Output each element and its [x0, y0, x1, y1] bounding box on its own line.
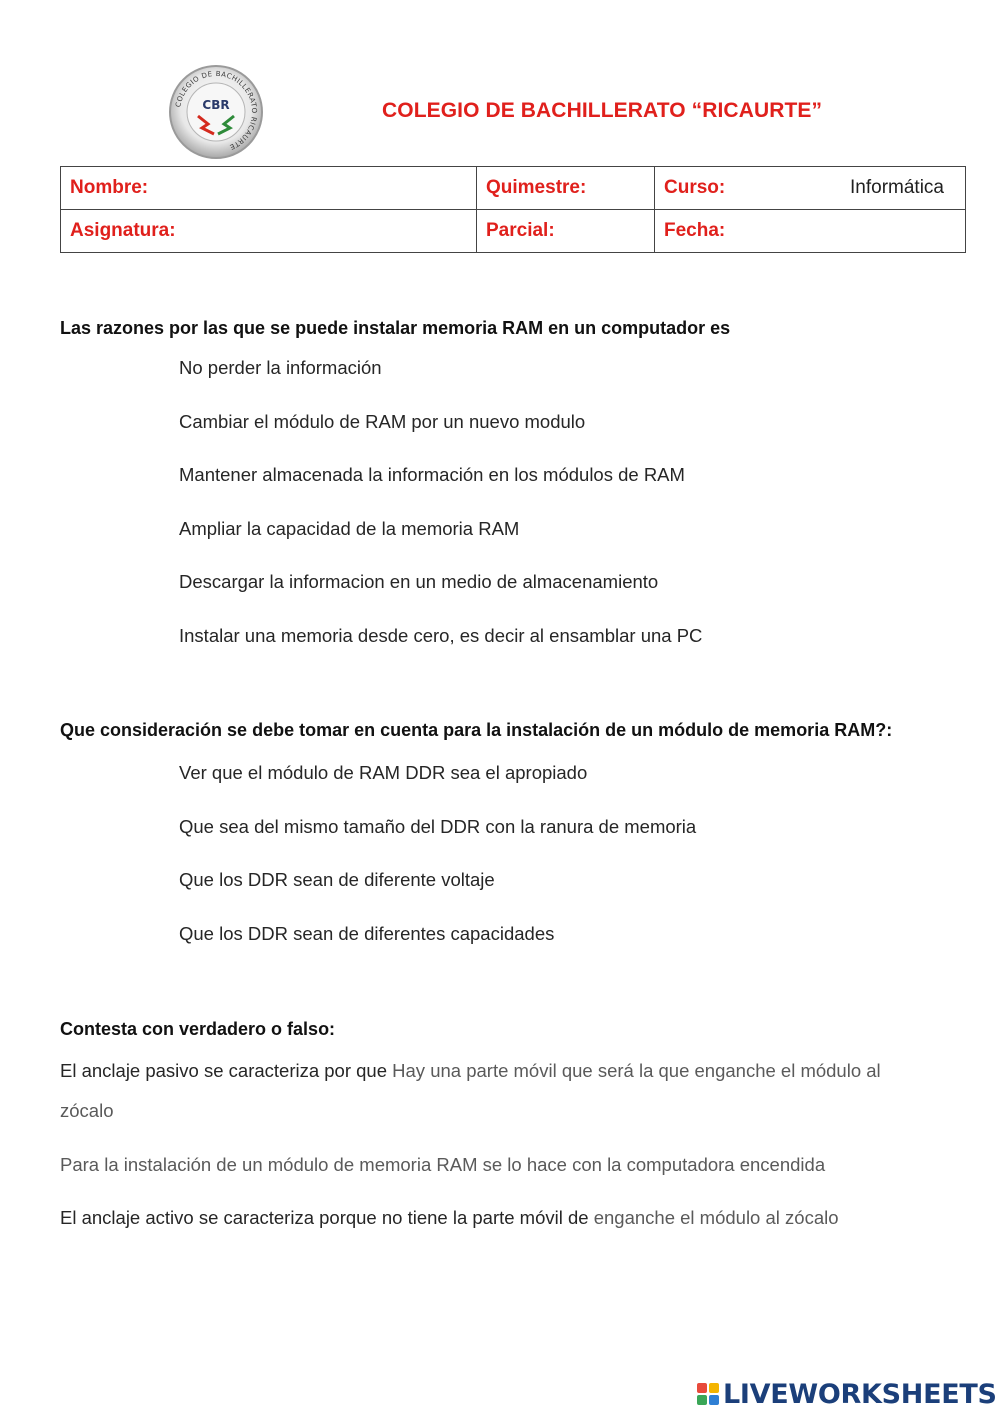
- statement-1-continuation: zócalo: [60, 1100, 114, 1121]
- question-3-prompt: Contesta con verdadero o falso:: [60, 1019, 336, 1039]
- brand-mark-square: [709, 1395, 719, 1405]
- table-row: [61, 167, 966, 210]
- question-1-option[interactable]: Ampliar la capacidad de la memoria RAM: [179, 518, 520, 539]
- statement-2[interactable]: Para la instalación de un módulo de memoria RAM se lo hace con la computadora encendida: [60, 1154, 826, 1175]
- question-1-prompt: Las razones por las que se puede instalar memoria RAM en un computador es: [60, 318, 731, 338]
- logo-monogram: CBR: [202, 98, 230, 112]
- liveworksheets-logo-icon: [697, 1383, 719, 1405]
- brand-mark-square: [709, 1383, 719, 1393]
- statement-1-part-b: Hay una parte móvil que será la que enganche el módulo al: [392, 1060, 881, 1081]
- curso-value: Informática: [850, 177, 944, 198]
- asignatura-label: Asignatura:: [70, 220, 176, 241]
- nombre-cell: [61, 167, 477, 210]
- quimestre-cell: [477, 167, 655, 210]
- statement-1-part-a: El anclaje pasivo se caracteriza por que: [60, 1060, 393, 1081]
- statement-3-part-a: El anclaje activo se caracteriza porque no tiene la parte móvil de: [60, 1207, 594, 1228]
- curso-cell: [655, 167, 966, 210]
- brand-mark-square: [697, 1395, 707, 1405]
- question-1-option[interactable]: Descargar la informacion en un medio de almacenamiento: [179, 571, 659, 592]
- fecha-label: Fecha:: [664, 220, 726, 241]
- question-2-prompt: Que consideración se debe tomar en cuenta para la instalación de un módulo de memoria RAM?:: [60, 720, 893, 740]
- curso-label: Curso:: [664, 177, 726, 198]
- brand-wordmark: LIVEWORKSHEETS: [723, 1378, 997, 1410]
- question-2-option[interactable]: Ver que el módulo de RAM DDR sea el apropiado: [179, 762, 588, 783]
- question-1-option[interactable]: Instalar una memoria desde cero, es decir al ensamblar una PC: [179, 625, 703, 646]
- school-logo: [168, 64, 264, 160]
- question-2-option[interactable]: Que los DDR sean de diferente voltaje: [179, 869, 495, 890]
- question-1-option[interactable]: No perder la información: [179, 357, 382, 378]
- statement-3-part-b: enganche el módulo al zócalo: [593, 1207, 839, 1228]
- liveworksheets-brand: [697, 1377, 997, 1411]
- school-title: COLEGIO DE BACHILLERATO “RICAURTE”: [382, 99, 823, 122]
- question-1-option[interactable]: Cambiar el módulo de RAM por un nuevo modulo: [179, 411, 586, 432]
- table-row: [61, 210, 966, 253]
- statement-3[interactable]: [60, 1207, 839, 1229]
- parcial-label: Parcial:: [486, 220, 555, 241]
- statement-1[interactable]: [60, 1060, 881, 1082]
- nombre-label: Nombre:: [70, 177, 149, 198]
- student-info-table: [60, 166, 966, 253]
- quimestre-label: Quimestre:: [486, 177, 587, 198]
- question-2-option[interactable]: Que sea del mismo tamaño del DDR con la ranura de memoria: [179, 816, 697, 837]
- question-1-option[interactable]: Mantener almacenada la información en los módulos de RAM: [179, 464, 685, 485]
- brand-mark-square: [697, 1383, 707, 1393]
- fecha-cell: [655, 210, 966, 253]
- question-2-option[interactable]: Que los DDR sean de diferentes capacidades: [179, 923, 555, 944]
- logo-ring-text: COLEGIO DE BACHILLERATO RICAURTE: [174, 69, 259, 152]
- parcial-cell: [477, 210, 655, 253]
- asignatura-cell: [61, 210, 477, 253]
